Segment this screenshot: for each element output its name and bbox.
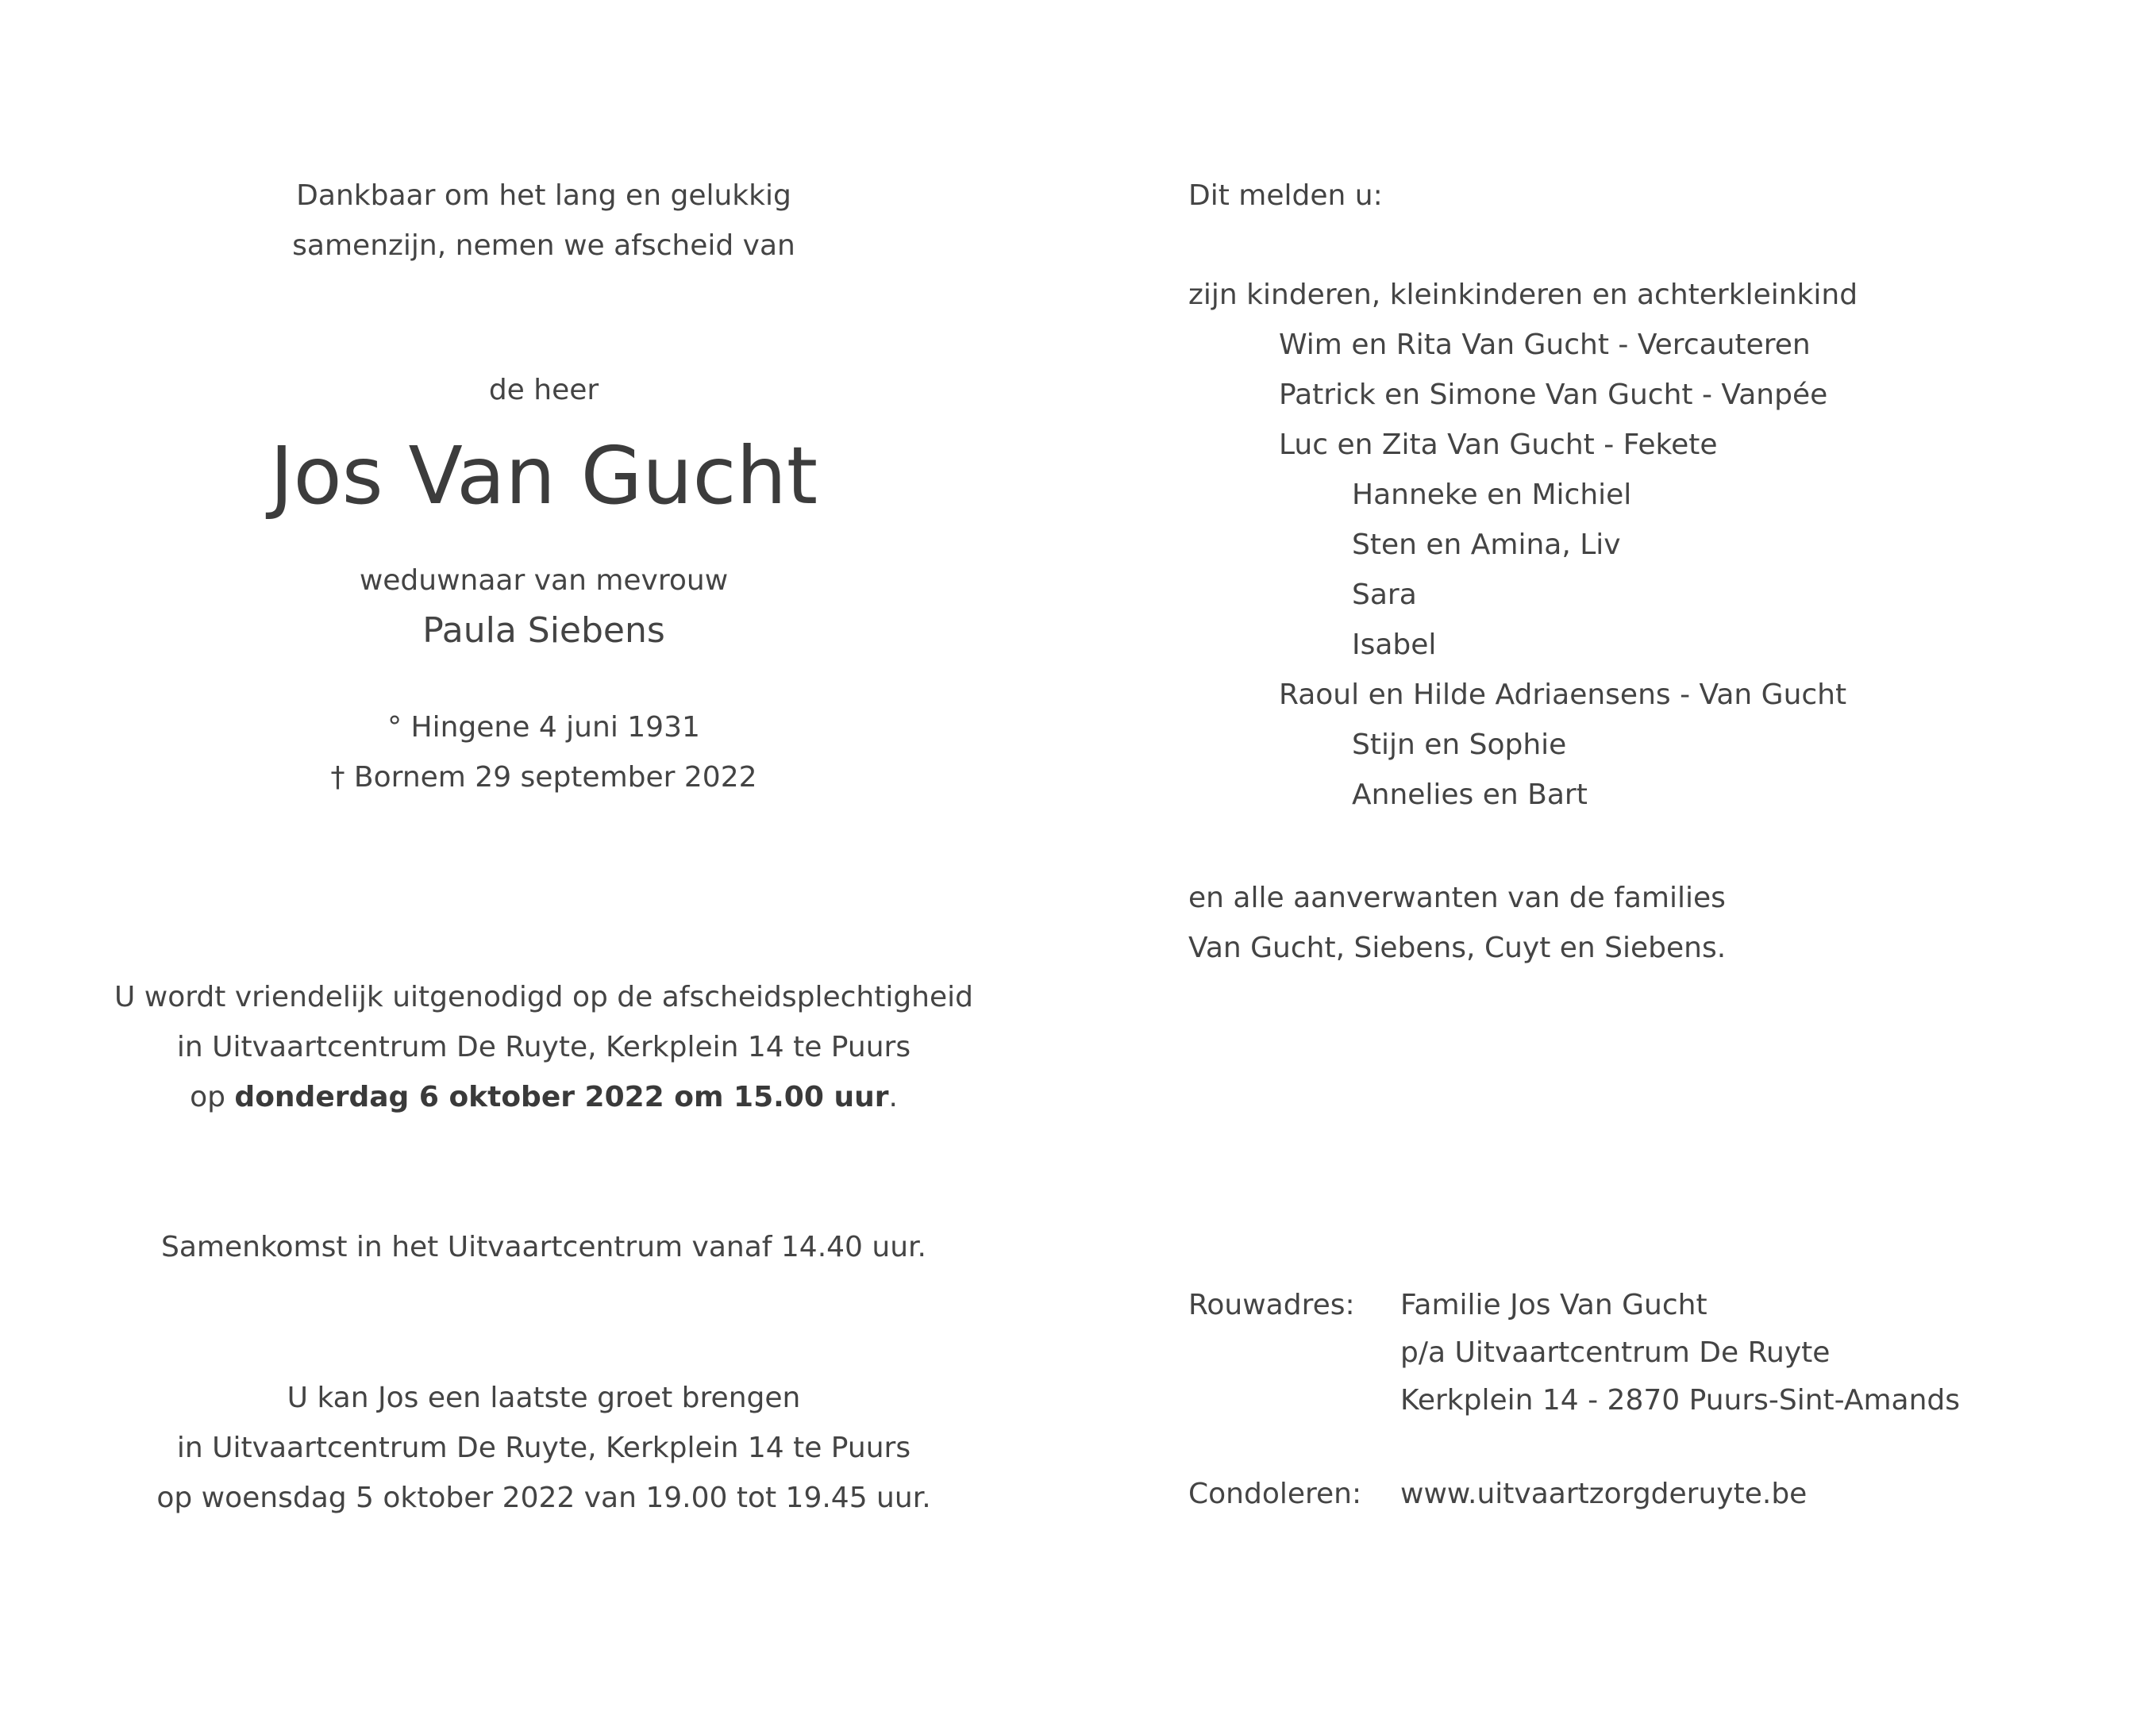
visit-line: op woensdag 5 oktober 2022 van 19.00 tot 19.45 uur. [156,1482,931,1514]
ceremony-line: U wordt vriendelijk uitgenodigd op de afscheidsplechtigheid [114,981,973,1013]
intro-line: Dankbaar om het lang en gelukkig [296,179,791,212]
intro-line: samenzijn, nemen we afscheid van [292,229,795,262]
address-line: Familie Jos Van Gucht [1400,1289,1707,1321]
family-member: Wim en Rita Van Gucht - Vercauteren [1279,329,1811,361]
relatives-line: en alle aanverwanten van de families [1188,882,1726,914]
address-label: Rouwadres: [1188,1289,1355,1321]
address-lines [1400,1282,1960,1424]
address-line: Kerkplein 14 - 2870 Puurs-Sint-Amands [1400,1384,1961,1417]
life-dates [67,702,1020,802]
visitation-info [67,1373,1020,1523]
visit-line: in Uitvaartcentrum De Ruyte, Kerkplein 14 te Puurs [176,1432,911,1464]
title-prefix: de heer [488,374,599,406]
family-member: Patrick en Simone Van Gucht - Vanpée [1279,379,1828,411]
family-member: Stijn en Sophie [1352,729,1567,761]
ceremony-date-prefix: op [190,1081,235,1113]
ceremony-line [67,1072,1020,1122]
ceremony-datetime: donderdag 6 oktober 2022 om 15.00 uur [234,1081,889,1113]
visit-line: U kan Jos een laatste groet brengen [287,1382,801,1414]
family-member: Luc en Zita Van Gucht - Fekete [1279,429,1718,461]
family-list [1188,270,1858,820]
ceremony-line: in Uitvaartcentrum De Ruyte, Kerkplein 14 te Puurs [176,1031,911,1063]
relatives-line: Van Gucht, Siebens, Cuyt en Siebens. [1188,932,1727,964]
death-date: † Bornem 29 september 2022 [330,761,757,794]
intro-text [67,171,1020,271]
deceased-name: Jos Van Gucht [269,429,818,522]
relatives-note [1188,873,1726,973]
condolence-label: Condoleren: [1188,1478,1362,1510]
widow-label: weduwnaar van mevrouw [359,564,729,597]
family-member: Annelies en Bart [1352,779,1588,811]
ceremony-date-suffix: . [888,1081,898,1113]
ceremony-invitation [67,972,1020,1122]
family-heading: zijn kinderen, kleinkinderen en achterkleinkind [1188,279,1858,311]
family-member: Sten en Amina, Liv [1352,529,1621,561]
address-line: p/a Uitvaartcentrum De Ruyte [1400,1336,1831,1369]
family-member: Isabel [1352,629,1437,661]
family-member: Raoul en Hilde Adriaensens - Van Gucht [1279,679,1847,711]
family-member: Hanneke en Michiel [1352,479,1632,511]
condolence-url: www.uitvaartzorgderuyte.be [1400,1478,1808,1510]
spouse-name: Paula Siebens [422,610,665,651]
announcement: Dit melden u: [1188,179,1383,212]
gathering-note: Samenkomst in het Uitvaartcentrum vanaf 14.40 uur. [161,1231,926,1263]
birth-date: ° Hingene 4 juni 1931 [387,711,700,744]
family-member: Sara [1352,579,1417,611]
